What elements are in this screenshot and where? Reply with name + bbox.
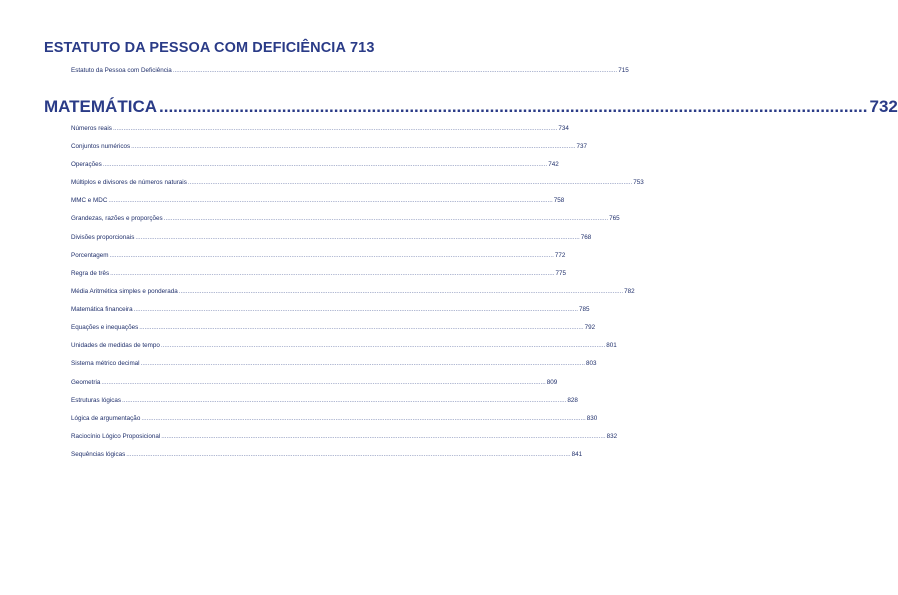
toc-entry-label: Geometria	[71, 379, 101, 386]
dot-leader	[179, 288, 623, 295]
dot-leader	[110, 270, 554, 277]
section-title: ESTATUTO DA PESSOA COM DEFICIÊNCIA	[44, 40, 347, 56]
dot-leader	[161, 433, 605, 440]
toc-entry[interactable]	[71, 67, 629, 74]
toc-entry[interactable]	[71, 197, 565, 204]
toc-entry-label: Unidades de medidas de tempo	[71, 342, 160, 349]
dot-leader	[134, 306, 578, 313]
dot-leader	[188, 179, 632, 186]
toc-entry-page: 830	[586, 415, 598, 422]
toc-entry-label: Porcentagem	[71, 252, 109, 259]
toc-entry-label: Sequências lógicas	[71, 451, 126, 458]
toc-entry[interactable]	[71, 288, 635, 295]
toc-entry-page: 792	[584, 324, 596, 331]
toc-entry-page: 803	[585, 360, 597, 367]
toc-entry[interactable]	[71, 125, 569, 132]
toc-entry-page: 765	[609, 215, 620, 222]
dot-leader	[141, 360, 585, 367]
toc-entry-page: 737	[576, 143, 588, 150]
section-page: 732	[869, 97, 898, 116]
dot-leader	[161, 342, 605, 349]
toc-entry-label: Média Aritmética simples e ponderada	[71, 288, 178, 295]
toc-entry[interactable]	[71, 161, 559, 168]
section-heading-matematica[interactable]	[44, 97, 898, 117]
dot-leader	[109, 252, 553, 259]
toc-entry-page: 809	[546, 379, 558, 386]
toc-entry-label: Sistema métrico decimal	[71, 360, 140, 367]
toc-entry[interactable]	[71, 433, 618, 440]
toc-entry-page: 832	[606, 433, 618, 440]
toc-entry-label: Operações	[71, 161, 102, 168]
dot-leader	[135, 234, 579, 241]
toc-entry-page: 758	[553, 197, 565, 204]
toc-entry[interactable]	[71, 306, 590, 313]
toc-entry-label: Regra de três	[71, 270, 110, 277]
toc-entry-page: 775	[555, 270, 567, 277]
toc-entry-label: Múltiplos e divisores de números naturais	[71, 179, 187, 186]
toc-entry-page: 715	[618, 67, 629, 74]
dot-leader	[159, 97, 867, 117]
toc-entry-label: MMC e MDC	[71, 197, 108, 204]
dot-leader	[126, 451, 570, 458]
toc-entry[interactable]	[71, 215, 620, 222]
toc-entry-page: 801	[606, 342, 617, 349]
toc-entry-page: 768	[580, 234, 592, 241]
section-page: 713	[350, 40, 375, 56]
toc-entry-label: Divisões proporcionais	[71, 234, 135, 241]
section-title: MATEMÁTICA	[44, 97, 157, 116]
toc-entry[interactable]	[71, 451, 583, 458]
toc-entry-page: 785	[578, 306, 590, 313]
toc-entry[interactable]	[71, 270, 567, 277]
toc-entry-page: 782	[624, 288, 635, 295]
toc-entry[interactable]	[71, 143, 588, 150]
toc-entry[interactable]	[71, 397, 578, 404]
toc-entry-page: 828	[567, 397, 578, 404]
dot-leader	[113, 125, 557, 132]
dot-leader	[122, 397, 566, 404]
toc-entry-page: 841	[571, 451, 583, 458]
toc-entry-label: Estatuto da Pessoa com Deficiência	[71, 67, 172, 74]
dot-leader	[173, 67, 617, 74]
toc-entry-label: Matemática financeira	[71, 306, 133, 313]
toc-entry-page: 753	[633, 179, 644, 186]
dot-leader	[131, 143, 575, 150]
toc-entry-page: 742	[548, 161, 559, 168]
toc-entry-label: Conjuntos numéricos	[71, 143, 131, 150]
toc-entry[interactable]	[71, 252, 566, 259]
dot-leader	[141, 415, 585, 422]
toc-entry[interactable]	[71, 360, 597, 367]
dot-leader	[139, 324, 583, 331]
toc-entry[interactable]	[71, 179, 644, 186]
dot-leader	[108, 197, 552, 204]
toc-entry-page: 734	[558, 125, 569, 132]
section-heading-estatuto[interactable]	[44, 40, 375, 56]
toc-entry-label: Lógica de argumentação	[71, 415, 141, 422]
toc-entry[interactable]	[71, 324, 596, 331]
toc-entry-label: Grandezas, razões e proporções	[71, 215, 163, 222]
toc-entry[interactable]	[71, 415, 598, 422]
toc-entry-label: Raciocínio Lógico Proposicional	[71, 433, 161, 440]
dot-leader	[101, 379, 545, 386]
toc-entry-label: Equações e inequações	[71, 324, 139, 331]
toc-entry-label: Números reais	[71, 125, 112, 132]
toc-entry[interactable]	[71, 342, 617, 349]
toc-entry-page: 772	[554, 252, 566, 259]
dot-leader	[164, 215, 608, 222]
dot-leader	[103, 161, 547, 168]
toc-entry[interactable]	[71, 379, 558, 386]
toc-entry-label: Estruturas lógicas	[71, 397, 122, 404]
toc-entry[interactable]	[71, 234, 592, 241]
